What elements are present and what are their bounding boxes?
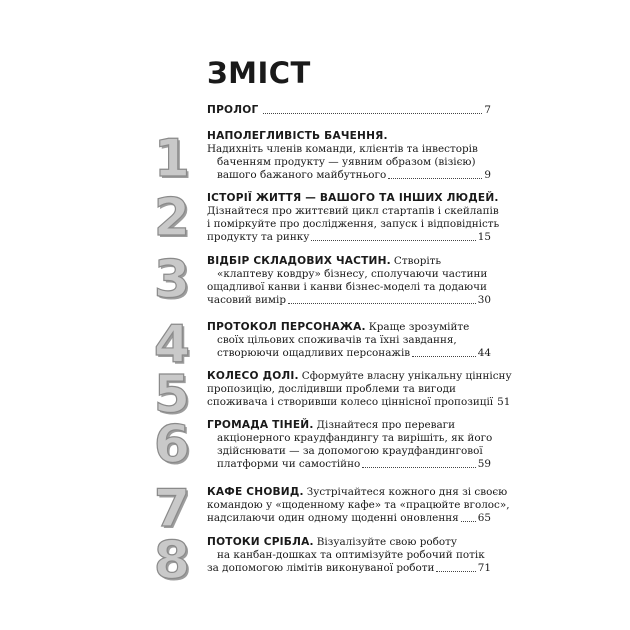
toc-entry-prolog[interactable] [207, 104, 491, 117]
chapter-number-1: 1 [153, 129, 191, 189]
dot-leader [412, 356, 476, 357]
page-number: 15 [477, 231, 491, 243]
dot-leader [288, 303, 476, 304]
toc-description: Дізнайтеся про життєвий цикл стартапів і скейлапів [207, 205, 499, 217]
dot-leader [311, 240, 475, 241]
dot-leader [388, 178, 482, 179]
toc-heading: ВІДБІР СКЛАДОВИХ ЧАСТИН. [207, 255, 391, 267]
page-number: 71 [477, 562, 491, 574]
toc-description: надсилаючи один одному щоденні оновлення [207, 512, 459, 524]
chapter-number-8: 8 [153, 531, 191, 591]
toc-description: Дізнайтеся про переваги [316, 419, 456, 431]
toc-description: і поміркуйте про дослідження, запуск і відповідність [207, 218, 500, 230]
toc-description: здійснювати — за допомогою краудфандингової [217, 445, 483, 457]
toc-description: Сформуйте власну унікальну ціннісну [301, 370, 512, 382]
toc-heading: ГРОМАДА ТІНЕЙ. [207, 419, 314, 431]
toc-heading: НАПОЛЕГЛИВІСТЬ БАЧЕННЯ. [207, 130, 388, 142]
toc-description: на канбан-дошках та оптимізуйте робочий потік [217, 549, 485, 561]
toc-entry-chapter-2[interactable] [207, 192, 500, 244]
toc-description: пропозицію, дослідивши проблеми та вигоди [207, 383, 456, 395]
toc-description: «клаптеву ковдру» бізнесу, сполучаючи частини [217, 268, 488, 280]
toc-heading: ПРОТОКОЛ ПЕРСОНАЖА. [207, 321, 366, 333]
toc-description: споживача і створивши колесо ціннісної пропозиції [207, 396, 494, 408]
page-number: 65 [477, 512, 491, 524]
toc-entry-chapter-5[interactable] [207, 370, 512, 409]
toc-description: акціонерного краудфандингу та вирішіть, як його [217, 432, 493, 444]
page-number: 9 [484, 169, 491, 181]
toc-entry-chapter-3[interactable] [207, 255, 491, 307]
toc-description: командою у «щоденному кафе» та «працюйте вголос», [207, 499, 510, 511]
toc-description: часовий вимір [207, 294, 286, 306]
toc-description: платформи чи самостійно [217, 458, 361, 470]
toc-entry-chapter-7[interactable] [207, 486, 510, 525]
chapter-number-6: 6 [153, 415, 191, 475]
toc-description: Візуалізуйте свою роботу [316, 536, 458, 548]
toc-entry-chapter-6[interactable] [207, 419, 491, 471]
toc-description: створюючи ощадливих персонажів [217, 347, 411, 359]
toc-heading: ПРОЛОГ [207, 104, 259, 116]
toc-description: ощадливої канви і канви бізнес-моделі та додаючи [207, 281, 487, 293]
page-title: ЗМІСТ [207, 56, 311, 90]
toc-description: баченням продукту — уявним образом (візією) [217, 156, 476, 168]
toc-description: за допомогою лімітів виконуваної роботи [207, 562, 435, 574]
toc-description: Надихніть членів команди, клієнтів та інвесторів [207, 143, 478, 155]
toc-description: своїх цільових споживачів та їхні завдання, [217, 334, 457, 346]
dot-leader [362, 467, 475, 468]
toc-description: вашого бажаного майбутнього [217, 169, 387, 181]
chapter-number-4: 4 [153, 315, 191, 375]
toc-heading: ІСТОРІЇ ЖИТТЯ — ВАШОГО ТА ІНШИХ ЛЮДЕЙ. [207, 192, 499, 204]
page-number: 59 [477, 458, 491, 470]
page-number: 44 [477, 347, 491, 359]
dot-leader [263, 113, 482, 114]
toc-description: Краще зрозумійте [368, 321, 470, 333]
toc-description: Зустрічайтеся кожного дня зі своєю [306, 486, 508, 498]
toc-description: Створіть [393, 255, 442, 267]
toc-description: продукту та ринку [207, 231, 310, 243]
page-number: 30 [477, 294, 491, 306]
chapter-number-2: 2 [153, 188, 191, 248]
toc-heading: ПОТОКИ СРІБЛА. [207, 536, 314, 548]
chapter-number-7: 7 [153, 479, 191, 539]
toc-entry-chapter-8[interactable] [207, 536, 491, 575]
dot-leader [461, 521, 476, 522]
dot-leader [436, 571, 475, 572]
toc-heading: КАФЕ СНОВИД. [207, 486, 304, 498]
toc-heading: КОЛЕСО ДОЛІ. [207, 370, 299, 382]
chapter-number-5: 5 [153, 365, 191, 425]
page-number: 51 [497, 396, 511, 408]
chapter-number-3: 3 [153, 250, 191, 310]
toc-entry-chapter-1[interactable] [207, 130, 491, 182]
toc-entry-chapter-4[interactable] [207, 321, 491, 360]
page-number: 7 [484, 104, 491, 116]
